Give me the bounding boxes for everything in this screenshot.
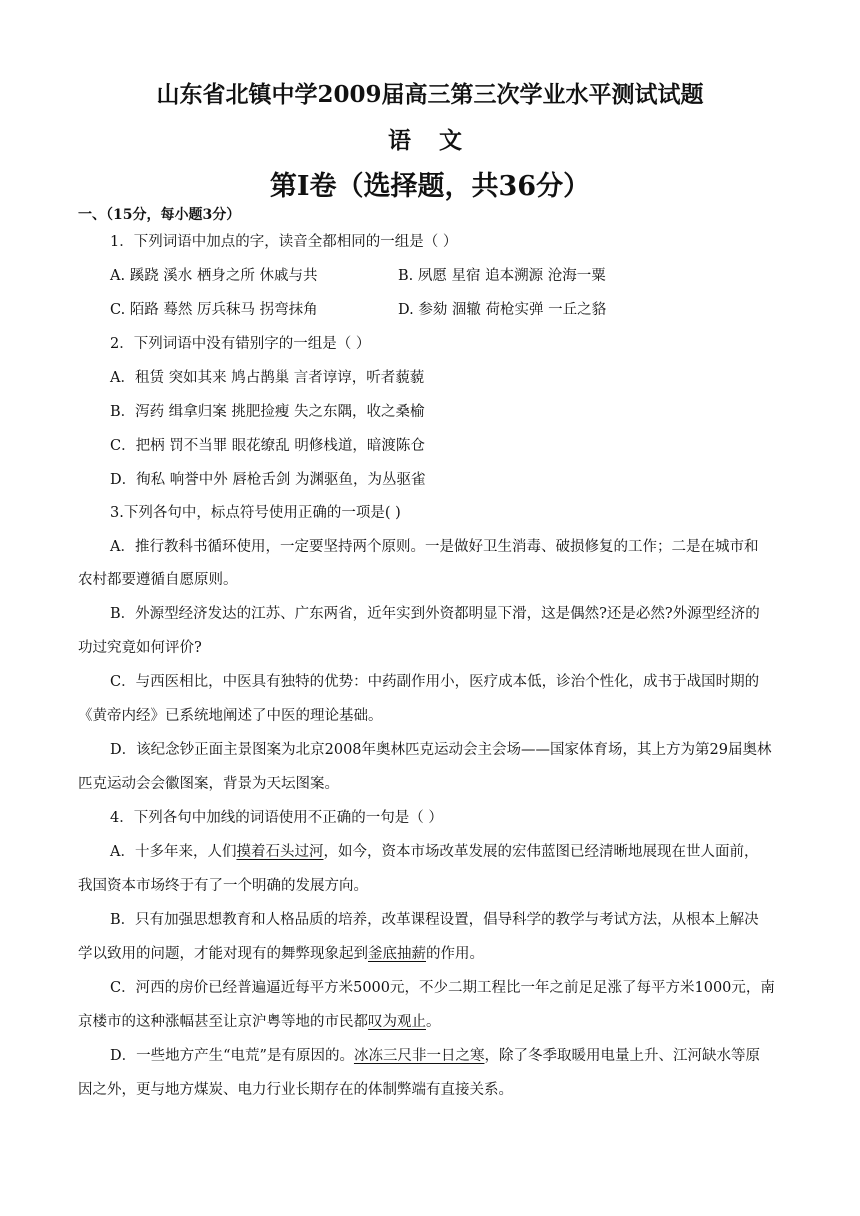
q4-option-c-line2 xyxy=(78,1012,441,1032)
q4-option-a-line1 xyxy=(110,842,758,862)
q2-option-d: D．徇私 响誉中外 唇枪舌剑 为渊驱鱼，为丛驱雀 xyxy=(110,472,426,488)
q4-b-underlined-phrase: 釜底抽薪 xyxy=(368,946,426,962)
subject-title: 语 文 xyxy=(387,127,472,154)
q1-stem: 1．下列词语中加点的字，读音全都相同的一组是（ ） xyxy=(110,234,458,250)
q2-stem: 2．下列词语中没有错别字的一组是（ ） xyxy=(110,336,371,352)
exam-title: 山东省北镇中学2009届高三第三次学业水平测试试题 xyxy=(156,81,704,108)
q4-option-d-line1 xyxy=(110,1046,760,1066)
q4-d-underlined-phrase: 冰冻三尺非一日之寒 xyxy=(353,1048,485,1064)
q2-option-c: C．把柄 罚不当罪 眼花缭乱 明修栈道，暗渡陈仓 xyxy=(110,438,425,454)
q4-option-b-line2 xyxy=(78,944,484,964)
q4-a-text-pre: A．十多年来，人们 xyxy=(110,844,237,860)
q4-option-c-line1: C．河西的房价已经普遍逼近每平方米5000元，不少二期工程比一年之前足足涨了每平方米1000元，南 xyxy=(110,980,775,996)
q1-option-c: C. 陌路 蓦然 厉兵秣马 拐弯抹角 xyxy=(110,302,318,318)
q4-option-b-line1: B．只有加强思想教育和人格品质的培养，改革课程设置，倡导科学的教学与考试方法，从根本上解决 xyxy=(110,912,759,928)
q4-option-d-line2: 因之外，更与地方煤炭、电力行业长期存在的体制弊端有直接关系。 xyxy=(78,1082,513,1098)
q1-option-a: A. 蹊跷 溪水 栖身之所 休戚与共 xyxy=(110,268,318,284)
q3-option-a-line2: 农村都要遵循自愿原则。 xyxy=(78,572,238,588)
q1-option-b: B. 夙愿 星宿 追本溯源 沧海一粟 xyxy=(398,268,606,284)
q3-option-c-line1: C．与西医相比，中医具有独特的优势：中药副作用小，医疗成本低，诊治个性化，成书于战国时期的 xyxy=(110,674,760,690)
section-heading: 一、（15分，每小题3分） xyxy=(78,207,241,223)
q3-option-b-line1: B．外源型经济发达的江苏、广东两省，近年实到外资都明显下滑，这是偶然?还是必然?外源型经济的 xyxy=(110,606,760,622)
q2-option-a: A．租赁 突如其来 鸠占鹊巢 言者谆谆，听者藐藐 xyxy=(110,370,425,386)
part-title: 第Ⅰ卷（选择题，共36分） xyxy=(269,171,591,202)
q4-stem: 4．下列各句中加线的词语使用不正确的一句是（ ） xyxy=(110,810,443,826)
q4-a-underlined-phrase: 摸着石头过河 xyxy=(236,844,324,860)
q3-option-c-line2: 《黄帝内经》已系统地阐述了中医的理论基础。 xyxy=(78,708,383,724)
q4-option-a-line2: 我国资本市场终于有了一个明确的发展方向。 xyxy=(78,878,368,894)
q4-d-text-post: ，除了冬季取暖用电量上升、江河缺水等原 xyxy=(484,1048,760,1064)
q4-c-text-post: 。 xyxy=(426,1014,441,1030)
q4-b-text-pre: 学以致用的问题，才能对现有的舞弊现象起到 xyxy=(78,946,368,962)
q1-option-d: D. 参劾 涸辙 荷枪实弹 一丘之貉 xyxy=(398,302,607,318)
q3-option-b-line2: 功过究竟如何评价? xyxy=(78,640,202,656)
q4-c-underlined-phrase: 叹为观止 xyxy=(368,1014,426,1030)
q3-option-a-line1: A．推行教科书循环使用，一定要坚持两个原则。一是做好卫生消毒、破损修复的工作；二是在城市和 xyxy=(110,539,759,555)
q4-c-text-pre: 京楼市的这种涨幅甚至让京沪粤等地的市民都 xyxy=(78,1014,368,1030)
q4-a-text-post: ，如今，资本市场改革发展的宏伟蓝图已经清晰地展现在世人面前， xyxy=(323,844,759,860)
q4-d-text-pre: D．一些地方产生“电荒”是有原因的。 xyxy=(110,1048,354,1064)
q2-option-b: B．泻药 缉拿归案 挑肥捡瘦 失之东隅，收之桑榆 xyxy=(110,404,425,420)
q3-option-d-line2: 匹克运动会会徽图案，背景为天坛图案。 xyxy=(78,776,339,792)
q3-stem: 3.下列各句中，标点符号使用正确的一项是( ) xyxy=(110,505,401,521)
q3-option-d-line1: D．该纪念钞正面主景图案为北京2008年奥林匹克运动会主会场——国家体育场，其上方为第29届奥林 xyxy=(110,742,772,758)
q4-b-text-post: 的作用。 xyxy=(426,946,484,962)
